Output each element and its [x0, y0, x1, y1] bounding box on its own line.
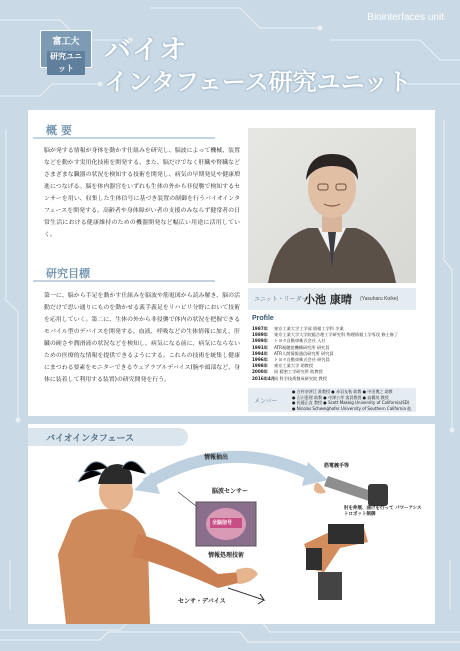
footer-circuit: [0, 628, 460, 651]
university-logo: [40, 30, 92, 73]
members-label: メンバー: [254, 398, 278, 405]
portrait-illustration: [248, 128, 416, 283]
suit-cuff: [306, 548, 322, 570]
logo-top-text: 富工大: [52, 37, 80, 47]
diagram-panel: [28, 424, 435, 624]
diagram-heading: バイオインタフェース: [28, 428, 188, 446]
profile-row: 1998年 東京工業大学 助教授: [252, 363, 314, 369]
member-line: ● 佐藤正直 教授 ● Scott Makeig University of California(SD): [292, 400, 410, 406]
page-title-line2: インタフェース研究ユニット: [104, 68, 412, 96]
profile-list: [252, 326, 420, 382]
research-text: 第一に、脳から手足を動かす仕組みを脳波や筋電図から読み解き、脳の活動だけで思い通りにものを動かせる義手義足をリハビリ分野において技術を応用していく。第二に、生体の外から非侵襲で体内の状況を把握できるモバイル型のデバイスを開発する。血液、呼吸などの生体情報に加え、肝臓の硬さや潤滑液の状況などを検知し、病気になる前に、病気にならないための医療的な情報を提供できるようにする。これらの技術を統集し健康にまつわる要素をモニターできるウェアラブルデバイス(腕や頭部など、身体に装着して利用する装置)の研究開発を行う。: [44, 293, 240, 383]
profile-row: 1989年 東京工業大学大学院総合理工学研究科 物理情報工学専攻 修士修了: [252, 332, 399, 338]
page-title-line1: バイオ: [104, 35, 188, 66]
profile-row: 2016年4月 同 科学技術創成研究院 教授: [252, 375, 327, 381]
leader-name: 小池 康晴: [304, 293, 352, 306]
sensor-device-label: センサ・デバイス: [178, 598, 226, 605]
leader-role: ユニット・リーダー: [254, 296, 308, 303]
member-line: ● 石川恵理 助教 ● 中澤公孝 客員教授 ● 高橋茂 教授: [292, 394, 389, 400]
profile-row: 1996年 トヨタ自動車株式会社 研究員: [252, 357, 330, 363]
member-line: ● Nicolas Schweighofer University of Southern California 他: [292, 405, 412, 411]
person-hand: [236, 568, 258, 584]
suit-label: 肘を伸展、曲げを行って パワーアシストロボット制御: [344, 506, 422, 517]
info-arc: [146, 457, 314, 484]
member-line: ● 吉村奈津江 准教授 ● 赤羽友秋 助教 ● 中田博之 助教: [292, 389, 393, 394]
members-list: [292, 389, 414, 411]
research-heading: 研究目標: [36, 266, 90, 282]
info-extract-label: 情報抽出: [204, 454, 229, 461]
members-box: [248, 388, 416, 412]
leader-name-en: (Yasuharu Koike): [360, 296, 399, 302]
profile-row: 1989年 トヨタ自動車株式会社 入社: [252, 338, 326, 344]
profile-row: 2000年 同 精密工学研究所 助教授: [252, 369, 323, 375]
robot-arm-label: 筋電義手等: [324, 463, 350, 469]
power-assist-suit: [328, 524, 364, 544]
leader-photo: [248, 128, 416, 283]
leader-box: [248, 288, 416, 310]
processing-label: 情報処理技術: [208, 552, 245, 559]
overview-text: 脳が発する情報が身体を動かす仕組みを研究し、脳波によって機械、装置などを動かす実用化技術を開発する。また、脳だけでなく肝臓や腎臓などさまざまな臓器の状況を検知する技術を開発し、病気の早期発見や健康増進につなげる。脳を体内器官をいずれも生体の外から非侵襲で検知するセンサーを用い、収集した生体信号に基づき装置の制御を行うバイオインタフェースを開発する。高齢者や身体障がい者の支援のみならず健常者の日常生活における健康維持のための機器開発など幅広い用途に活用していく。: [44, 148, 240, 238]
robot-hand-unit: [368, 484, 388, 506]
suit-actuator: [318, 572, 342, 600]
device-hand: [314, 483, 326, 494]
profile-row: 1991年 ATR視聴覚機構研究所 研究員: [252, 344, 330, 350]
header: [0, 0, 460, 108]
logo-bottom-text: 研究ユニット: [47, 51, 85, 75]
unit-name-en: Biointerfaces unit: [367, 12, 444, 23]
profile-title: Profile: [252, 315, 274, 322]
overview-heading: 概 要: [36, 123, 72, 139]
arrow-icon: [228, 588, 264, 604]
person-torso: [58, 509, 150, 624]
profile-row: 1994年 ATR人間情報通信研究所 研究員: [252, 350, 334, 356]
eeg-sensor-label: 脳波センサー: [212, 488, 249, 495]
profile-row: 1987年 東京工業大学工学部 情報工学科 卒業: [252, 326, 344, 331]
brain-signal-label: 全脳信号: [212, 520, 233, 526]
